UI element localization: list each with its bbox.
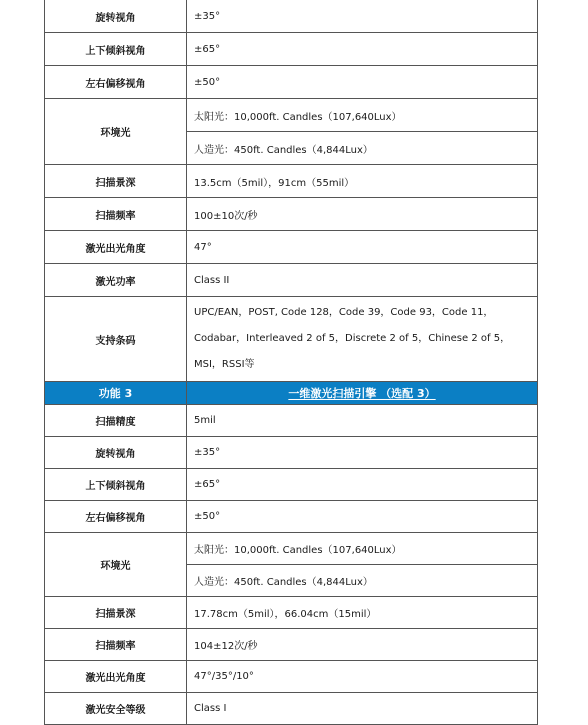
barcode-line: MSI，RSSI等 [194, 359, 255, 370]
spec-value: 太阳光：10,000ft. Candles（107,640Lux） [187, 533, 538, 565]
spec-value: ±65° [187, 33, 538, 66]
spec-row [45, 165, 538, 198]
spec-value: 100±10次/秒 [187, 198, 538, 231]
spec-value: 47°/35°/10° [187, 661, 538, 693]
spec-value: Class II [187, 264, 538, 297]
spec-label: 激光出光角度 [45, 661, 187, 693]
spec-value: ±35° [187, 437, 538, 469]
spec-row [45, 231, 538, 264]
spec-row [45, 469, 538, 501]
spec-label: 激光安全等级 [45, 693, 187, 725]
section-label: 功能 3 [45, 382, 187, 405]
spec-row [45, 66, 538, 99]
spec-value: 104±12次/秒 [187, 629, 538, 661]
spec-label: 激光功率 [45, 264, 187, 297]
spec-row [45, 198, 538, 231]
spec-label: 左右偏移视角 [45, 501, 187, 533]
barcode-line: UPC/EAN，POST, Code 128，Code 39，Code 93，Code 11， [194, 307, 494, 318]
spec-value: ±50° [187, 501, 538, 533]
section-title: 一维激光扫描引擎 （选配 3） [187, 382, 538, 405]
spec-label: 扫描景深 [45, 597, 187, 629]
spec-row [45, 533, 538, 565]
spec-value: 人造光：450ft. Candles（4,844Lux） [187, 565, 538, 597]
spec-label: 环境光 [45, 533, 187, 597]
spec-row [45, 597, 538, 629]
spec-row [45, 33, 538, 66]
spec-value: ±50° [187, 66, 538, 99]
spec-value: 太阳光：10,000ft. Candles（107,640Lux） [187, 99, 538, 132]
spec-row [45, 693, 538, 725]
spec-label: 旋转视角 [45, 0, 187, 33]
spec-value: 17.78cm（5mil），66.04cm（15mil） [187, 597, 538, 629]
barcode-line: Codabar，Interleaved 2 of 5，Discrete 2 of 5，Chinese 2 of 5， [194, 333, 511, 344]
spec-label: 左右偏移视角 [45, 66, 187, 99]
spec-label: 扫描频率 [45, 629, 187, 661]
spec-row [45, 661, 538, 693]
spec-label: 激光出光角度 [45, 231, 187, 264]
spec-row [45, 501, 538, 533]
spec-label: 扫描景深 [45, 165, 187, 198]
spec-row [45, 405, 538, 437]
spec-label: 环境光 [45, 99, 187, 165]
spec-label: 上下倾斜视角 [45, 469, 187, 501]
spec-value: 人造光：450ft. Candles（4,844Lux） [187, 132, 538, 165]
spec-value: 5mil [187, 405, 538, 437]
spec-row [45, 0, 538, 33]
spec-label: 扫描精度 [45, 405, 187, 437]
spec-row [45, 297, 538, 382]
spec-value: ±35° [187, 0, 538, 33]
spec-label: 扫描频率 [45, 198, 187, 231]
spec-value: 47° [187, 231, 538, 264]
section-header [45, 382, 538, 405]
barcode-list [187, 297, 538, 382]
spec-row [45, 437, 538, 469]
spec-label: 支持条码 [45, 297, 187, 382]
spec-table [44, 0, 538, 725]
spec-value: Class I [187, 693, 538, 725]
spec-row [45, 99, 538, 132]
spec-value: 13.5cm（5mil），91cm（55mil） [187, 165, 538, 198]
spec-row [45, 264, 538, 297]
spec-label: 旋转视角 [45, 437, 187, 469]
spec-row [45, 629, 538, 661]
spec-value: ±65° [187, 469, 538, 501]
spec-label: 上下倾斜视角 [45, 33, 187, 66]
